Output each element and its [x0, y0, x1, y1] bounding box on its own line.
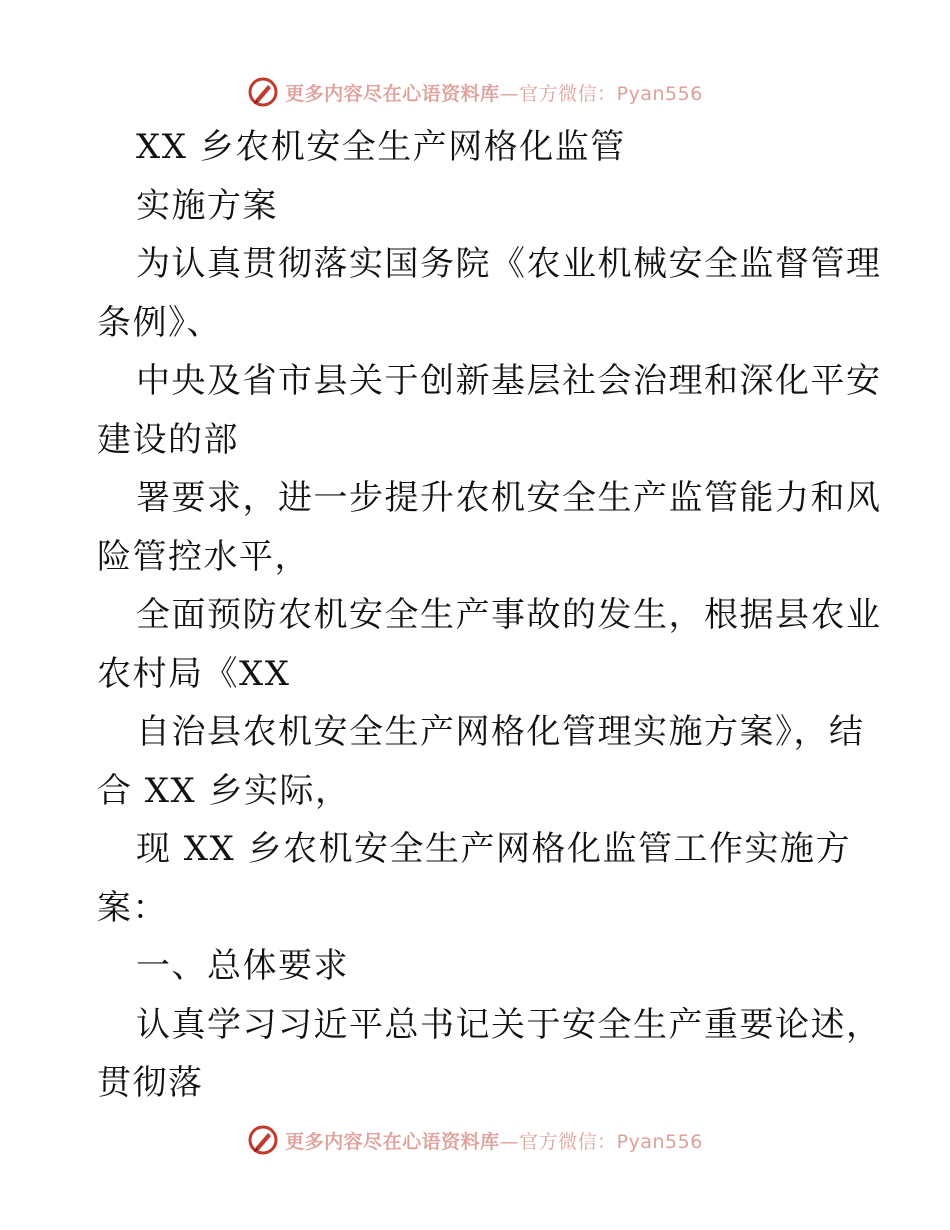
- paragraph-line: 案：: [97, 887, 168, 928]
- paragraph-line: 全面预防农机安全生产事故的发生，根据县农业: [136, 595, 882, 635]
- paragraph-line: 中央及省市县关于创新基层社会治理和深化平安: [136, 361, 882, 401]
- pen-logo-icon: [247, 1124, 279, 1156]
- watermark-contact: 官方微信：Pyan556: [519, 82, 703, 105]
- watermark-separator: —: [499, 82, 520, 105]
- paragraph-line: 贯彻落: [97, 1063, 204, 1103]
- paragraph-line: 险管控水平，: [97, 536, 310, 577]
- paragraph-line: 认真学习习近平总书记关于安全生产重要论述，: [136, 1004, 882, 1045]
- watermark-footer: [0, 1120, 950, 1160]
- watermark-contact: 官方微信：Pyan556: [519, 1130, 703, 1153]
- doc-title-line: XX 乡农机安全生产网格化监管: [136, 127, 626, 167]
- document-body: [97, 118, 882, 1113]
- paragraph-line: 建设的部: [97, 419, 239, 460]
- watermark-separator: —: [499, 1130, 520, 1153]
- watermark-header: [0, 72, 950, 112]
- pen-logo-icon: [247, 76, 279, 108]
- section-heading: 一、总体要求: [136, 946, 349, 986]
- watermark-brand: 更多内容尽在心语资料库: [285, 1130, 500, 1153]
- watermark-brand: 更多内容尽在心语资料库: [285, 82, 500, 105]
- paragraph-line: 署要求，进一步提升农机安全生产监管能力和风: [136, 478, 882, 518]
- paragraph-line: 自治县农机安全生产网格化管理实施方案》，结: [136, 712, 865, 752]
- paragraph-line: 条例》、: [97, 302, 222, 343]
- paragraph-line: 农村局《XX: [97, 653, 291, 694]
- paragraph-line: 为认真贯彻落实国务院《农业机械安全监督管理: [136, 244, 882, 284]
- doc-subtitle-line: 实施方案: [136, 185, 278, 226]
- paragraph-line: 合 XX 乡实际，: [97, 770, 351, 811]
- paragraph-line: 现 XX 乡农机安全生产网格化监管工作实施方: [136, 829, 852, 869]
